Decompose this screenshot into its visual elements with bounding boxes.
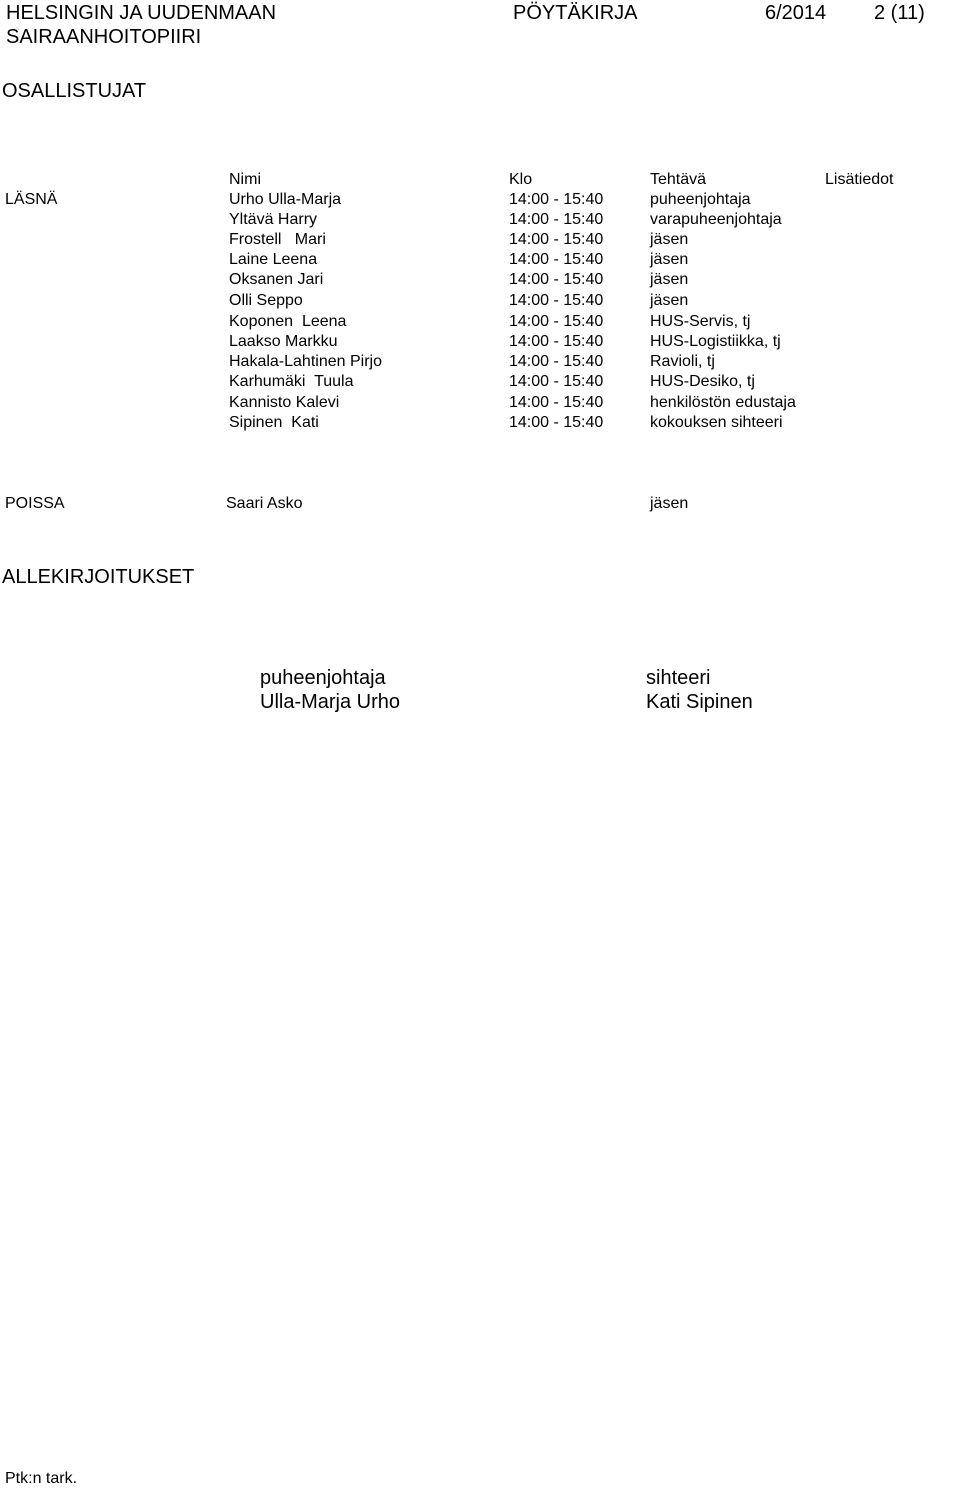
participant-role: HUS-Servis, tj	[650, 313, 751, 330]
participant-row	[0, 291, 960, 311]
participant-time: 14:00 - 15:40	[509, 191, 604, 208]
participant-role: jäsen	[650, 495, 689, 512]
participant-row	[0, 210, 960, 230]
participant-name: Sipinen Kati	[229, 414, 319, 431]
participant-row	[0, 352, 960, 372]
participant-row	[0, 190, 960, 210]
present-label: LÄSNÄ	[5, 191, 58, 208]
signatures-heading: ALLEKIRJOITUKSET	[2, 566, 195, 588]
participant-time: 14:00 - 15:40	[509, 313, 604, 330]
participant-name: Laine Leena	[229, 251, 318, 268]
participant-time: 14:00 - 15:40	[509, 353, 604, 370]
participant-row	[0, 250, 960, 270]
participant-row	[0, 270, 960, 290]
participant-name: Hakala-Lahtinen Pirjo	[229, 353, 382, 370]
participant-name: Koponen Leena	[229, 313, 347, 330]
participant-role: kokouksen sihteeri	[650, 414, 783, 431]
participant-time: 14:00 - 15:40	[509, 231, 604, 248]
participant-name: Frostell Mari	[229, 231, 326, 248]
participant-row	[0, 332, 960, 352]
organization-name-line2: SAIRAANHOITOPIIRI	[6, 26, 202, 48]
absent-label: POISSA	[5, 495, 65, 512]
participant-name: Laakso Markku	[229, 333, 338, 350]
participant-role: jäsen	[650, 292, 689, 309]
participant-name: Urho Ulla-Marja	[229, 191, 342, 208]
participant-name: Yltävä Harry	[229, 211, 318, 228]
participant-time: 14:00 - 15:40	[509, 251, 604, 268]
absent-participant-row	[0, 494, 960, 514]
participant-name: Kannisto Kalevi	[229, 394, 340, 411]
participant-name: Karhumäki Tuula	[229, 373, 354, 390]
participants-column-headers	[0, 170, 960, 190]
participant-time: 14:00 - 15:40	[509, 394, 604, 411]
participant-time: 14:00 - 15:40	[509, 292, 604, 309]
participant-row	[0, 393, 960, 413]
participant-role: henkilöstön edustaja	[650, 394, 796, 411]
participant-role: HUS-Logistiikka, tj	[650, 333, 781, 350]
participant-time: 14:00 - 15:40	[509, 373, 604, 390]
participant-time: 14:00 - 15:40	[509, 271, 604, 288]
participant-role: varapuheenjohtaja	[650, 211, 782, 228]
participant-time: 14:00 - 15:40	[509, 211, 604, 228]
column-header-name: Nimi	[229, 171, 261, 188]
participant-name: Oksanen Jari	[229, 271, 324, 288]
page-number: 2 (11)	[874, 2, 925, 24]
participant-row	[0, 230, 960, 250]
chair-title: puheenjohtaja	[260, 667, 386, 689]
participant-row	[0, 372, 960, 392]
participant-role: puheenjohtaja	[650, 191, 751, 208]
participant-role: jäsen	[650, 251, 689, 268]
participant-row	[0, 312, 960, 332]
participant-role: jäsen	[650, 231, 689, 248]
secretary-title: sihteeri	[646, 667, 711, 689]
participant-time: 14:00 - 15:40	[509, 414, 604, 431]
column-header-role: Tehtävä	[650, 171, 707, 188]
participant-role: HUS-Desiko, tj	[650, 373, 755, 390]
organization-name-line1: HELSINGIN JA UUDENMAAN	[6, 2, 277, 24]
column-header-notes: Lisätiedot	[825, 171, 894, 188]
participant-time: 14:00 - 15:40	[509, 333, 604, 350]
participant-name: Olli Seppo	[229, 292, 303, 309]
secretary-name: Kati Sipinen	[646, 691, 753, 713]
participant-role: Ravioli, tj	[650, 353, 715, 370]
chair-name: Ulla-Marja Urho	[260, 691, 401, 713]
footer-note: Ptk:n tark.	[5, 1470, 78, 1487]
document-number: 6/2014	[765, 2, 827, 24]
participants-heading: OSALLISTUJAT	[2, 80, 147, 102]
column-header-time: Klo	[509, 171, 533, 188]
document-type: PÖYTÄKIRJA	[513, 2, 638, 24]
participant-name: Saari Asko	[226, 495, 303, 512]
participant-row	[0, 413, 960, 433]
participant-role: jäsen	[650, 271, 689, 288]
